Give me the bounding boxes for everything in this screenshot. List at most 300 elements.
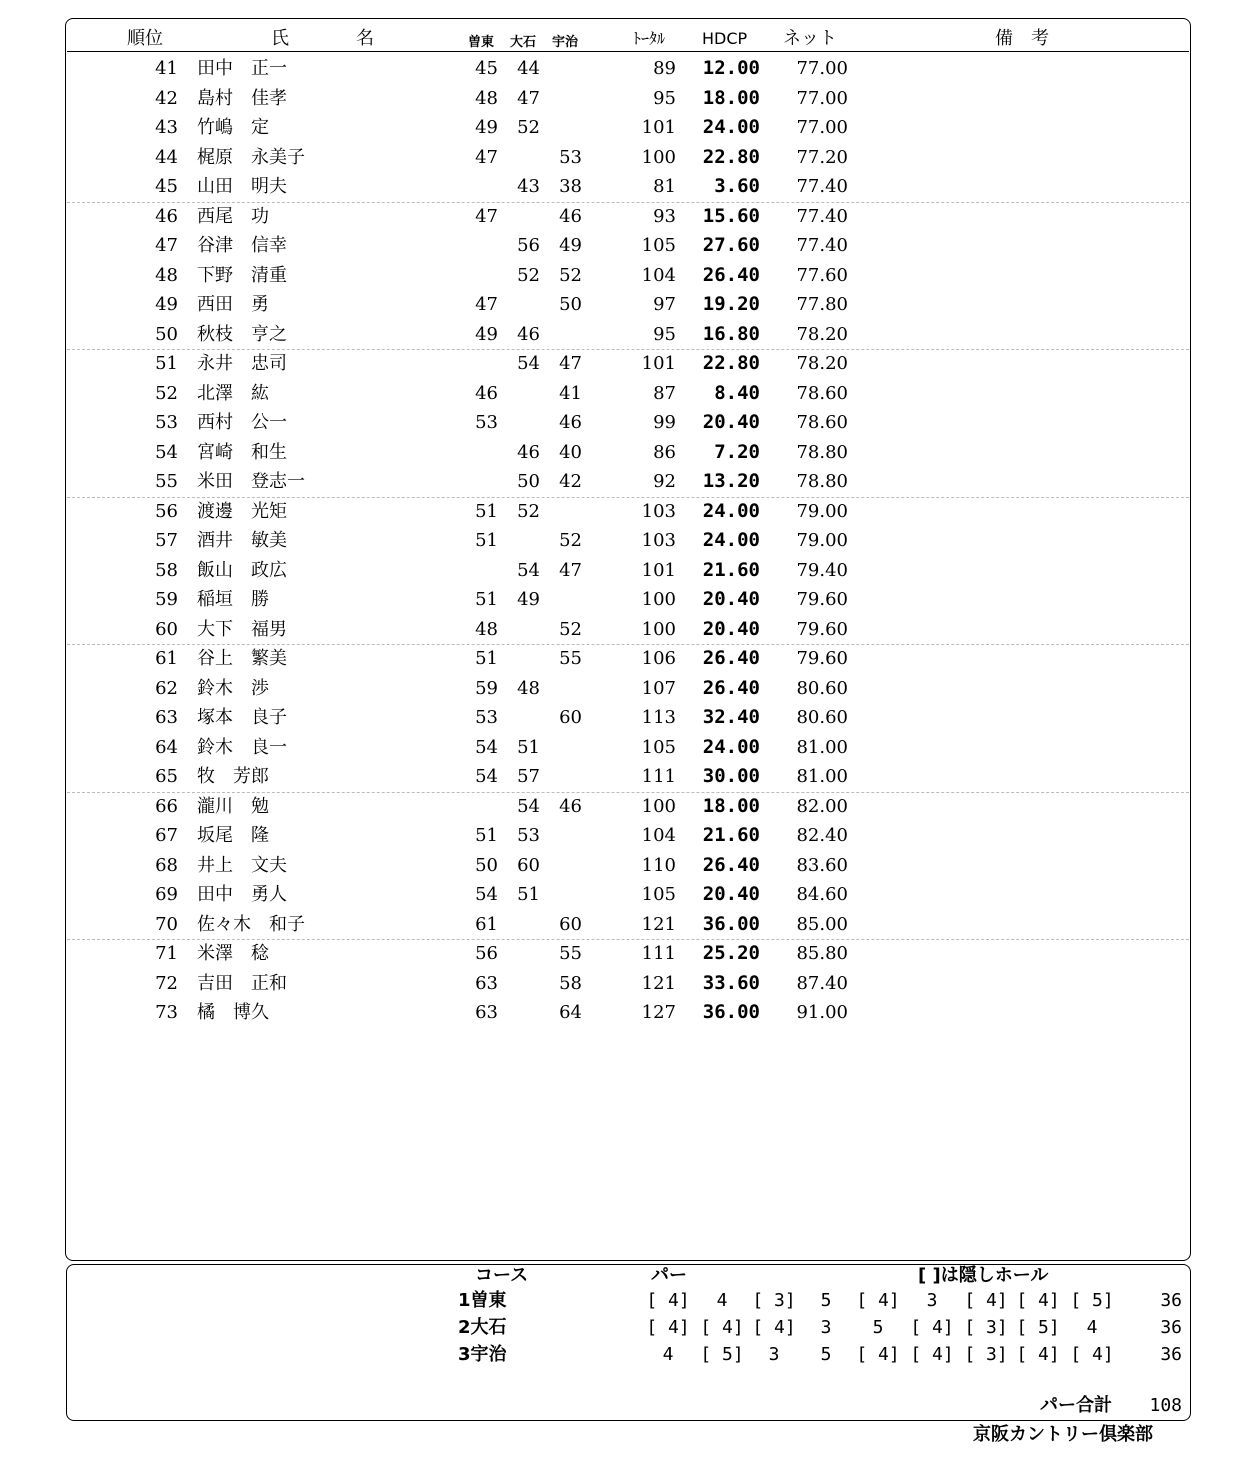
table-row <box>0 969 1241 999</box>
hole-par: [ 4] <box>856 1290 900 1311</box>
table-row <box>0 792 1241 822</box>
club-name: 京阪カントリー倶楽部 <box>973 1424 1153 1445</box>
header-course-3: 宇治 <box>552 35 579 50</box>
total-cell: 95 <box>653 323 676 345</box>
table-row <box>0 438 1241 468</box>
net-cell: 78.60 <box>796 382 848 404</box>
course-1-score: 53 <box>475 412 498 433</box>
net-cell: 79.40 <box>796 559 848 581</box>
header-hdcp: HDCP <box>702 29 748 48</box>
hdcp-cell: 18.00 <box>702 794 760 817</box>
rank-cell: 57 <box>155 530 178 551</box>
net-cell: 79.00 <box>796 500 848 522</box>
table-row <box>0 762 1241 792</box>
course-3-score: 46 <box>559 205 582 227</box>
name-cell: 竹嶋 定 <box>197 117 269 138</box>
rank-cell: 61 <box>155 648 178 669</box>
course-3-score: 60 <box>559 707 582 728</box>
name-cell: 鈴木 良一 <box>197 736 287 758</box>
course-name: 1曽東 <box>458 1290 507 1311</box>
hole-par: [ 3] <box>964 1344 1008 1365</box>
total-cell: 127 <box>641 1002 676 1023</box>
header-rank: 順位 <box>127 28 163 49</box>
par-total-label: パー合計 <box>1040 1395 1112 1416</box>
net-cell: 81.00 <box>796 736 848 758</box>
net-cell: 79.60 <box>796 618 848 640</box>
rank-cell: 55 <box>155 471 178 492</box>
course-2-score: 57 <box>517 766 540 787</box>
course-3-score: 50 <box>559 294 582 315</box>
course-1-score: 61 <box>475 913 498 935</box>
table-row <box>0 349 1241 379</box>
total-cell: 105 <box>641 235 676 256</box>
hdcp-cell: 19.20 <box>702 293 760 315</box>
course-3-score: 55 <box>559 943 582 964</box>
course-1-score: 63 <box>475 1002 498 1023</box>
course-1-score: 46 <box>475 382 498 404</box>
course-2-score: 44 <box>517 58 540 79</box>
header-total: ﾄｰﾀﾙ <box>633 29 666 48</box>
rank-cell: 47 <box>155 235 178 256</box>
course-1-score: 51 <box>475 500 498 522</box>
course-2-score: 50 <box>517 471 540 492</box>
rank-cell: 51 <box>155 353 178 374</box>
course-1-score: 51 <box>475 589 498 610</box>
hole-par: 3 <box>926 1290 938 1311</box>
hole-par: [ 4] <box>910 1317 954 1338</box>
hdcp-cell: 26.40 <box>702 853 760 876</box>
table-row <box>0 703 1241 733</box>
name-cell: 山田 明夫 <box>197 176 287 197</box>
table-row <box>0 54 1241 84</box>
header-course-2: 大石 <box>510 35 537 50</box>
name-cell: 谷上 繁美 <box>197 648 287 669</box>
hole-par: [ 3] <box>964 1317 1008 1338</box>
course-3-score: 42 <box>559 471 582 492</box>
table-row <box>0 113 1241 143</box>
net-cell: 82.40 <box>796 825 848 846</box>
course-3-score: 46 <box>559 412 582 433</box>
course-2-score: 46 <box>517 441 540 463</box>
name-cell: 橘 博久 <box>197 1002 269 1023</box>
course-1-score: 50 <box>475 854 498 876</box>
net-cell: 85.00 <box>796 913 848 935</box>
table-row <box>0 644 1241 674</box>
hdcp-cell: 33.60 <box>702 971 760 994</box>
name-cell: 井上 文夫 <box>197 854 287 876</box>
rank-cell: 42 <box>155 87 178 109</box>
rank-cell: 72 <box>155 972 178 994</box>
rank-cell: 71 <box>155 943 178 964</box>
course-2-score: 54 <box>517 353 540 374</box>
rank-cell: 41 <box>155 58 178 79</box>
total-cell: 86 <box>653 441 676 463</box>
course-1-score: 59 <box>475 677 498 699</box>
net-cell: 77.40 <box>796 205 848 227</box>
net-cell: 78.20 <box>796 353 848 374</box>
net-cell: 77.80 <box>796 294 848 315</box>
name-cell: 酒井 敏美 <box>197 530 287 551</box>
rank-cell: 73 <box>155 1002 178 1023</box>
table-row <box>0 172 1241 202</box>
hdcp-cell: 25.20 <box>702 942 760 964</box>
rank-cell: 54 <box>155 441 178 463</box>
total-cell: 92 <box>653 471 676 492</box>
total-cell: 95 <box>653 87 676 109</box>
course-2-score: 48 <box>517 677 540 699</box>
course-2-score: 43 <box>517 176 540 197</box>
hole-par: 5 <box>820 1344 832 1365</box>
table-row <box>0 585 1241 615</box>
hole-par: [ 5] <box>1016 1317 1060 1338</box>
hdcp-cell: 24.00 <box>702 735 760 758</box>
name-cell: 西田 勇 <box>197 294 269 315</box>
rank-cell: 60 <box>155 618 178 640</box>
name-cell: 瀧川 勉 <box>197 795 269 817</box>
name-cell: 渡邊 光矩 <box>197 500 287 522</box>
course-1-score: 47 <box>475 146 498 168</box>
hole-par: 4 <box>662 1344 674 1365</box>
table-row <box>0 910 1241 940</box>
hdcp-cell: 24.00 <box>702 499 760 522</box>
hdcp-cell: 3.60 <box>714 175 760 197</box>
hdcp-cell: 26.40 <box>702 676 760 699</box>
net-cell: 77.00 <box>796 87 848 109</box>
course-3-score: 52 <box>559 618 582 640</box>
course-2-score: 52 <box>517 264 540 286</box>
table-row <box>0 261 1241 291</box>
hdcp-cell: 8.40 <box>714 381 760 404</box>
table-row <box>0 615 1241 645</box>
net-cell: 81.00 <box>796 766 848 787</box>
hdcp-cell: 18.00 <box>702 86 760 109</box>
course-2-score: 51 <box>517 736 540 758</box>
total-cell: 81 <box>653 176 676 197</box>
rank-cell: 64 <box>155 736 178 758</box>
name-cell: 大下 福男 <box>197 618 287 640</box>
hole-par: [ 4] <box>646 1317 690 1338</box>
course-2-score: 53 <box>517 825 540 846</box>
header-net: ネット <box>783 28 837 49</box>
course-1-score: 54 <box>475 884 498 905</box>
course-3-score: 47 <box>559 353 582 374</box>
hole-par: [ 4] <box>1070 1344 1114 1365</box>
course-1-score: 51 <box>475 648 498 669</box>
total-cell: 105 <box>641 736 676 758</box>
total-cell: 110 <box>641 854 676 876</box>
hole-par: [ 4] <box>646 1290 690 1311</box>
name-cell: 塚本 良子 <box>197 707 287 728</box>
table-row <box>0 851 1241 881</box>
hdcp-cell: 36.00 <box>702 912 760 935</box>
total-cell: 93 <box>653 205 676 227</box>
course-par-total: 36 <box>1160 1290 1182 1311</box>
name-cell: 宮崎 和生 <box>197 441 287 463</box>
table-row <box>0 467 1241 497</box>
net-cell: 91.00 <box>796 1002 848 1023</box>
net-cell: 77.00 <box>796 117 848 138</box>
table-row <box>0 821 1241 851</box>
course-info-panel <box>66 1264 1191 1421</box>
total-cell: 121 <box>641 913 676 935</box>
par-total-value: 108 <box>1149 1395 1182 1416</box>
total-cell: 101 <box>641 117 676 138</box>
hdcp-cell: 20.40 <box>702 411 760 433</box>
name-cell: 下野 清重 <box>197 264 287 286</box>
total-cell: 106 <box>641 648 676 669</box>
course-2-score: 56 <box>517 235 540 256</box>
course-1-score: 47 <box>475 294 498 315</box>
table-row <box>0 880 1241 910</box>
rank-cell: 62 <box>155 677 178 699</box>
course-3-score: 60 <box>559 913 582 935</box>
header-name-1: 氏 <box>271 28 289 49</box>
name-cell: 秋枝 亨之 <box>197 323 287 345</box>
hdcp-cell: 22.80 <box>702 352 760 374</box>
hdcp-cell: 24.00 <box>702 116 760 138</box>
total-cell: 99 <box>653 412 676 433</box>
hole-par: [ 4] <box>964 1290 1008 1311</box>
net-cell: 84.60 <box>796 884 848 905</box>
course-2-score: 60 <box>517 854 540 876</box>
hdcp-cell: 20.40 <box>702 883 760 905</box>
rank-cell: 59 <box>155 589 178 610</box>
hole-par: 5 <box>820 1290 832 1311</box>
name-cell: 吉田 正和 <box>197 972 287 994</box>
hdcp-cell: 32.40 <box>702 706 760 728</box>
course-2-score: 49 <box>517 589 540 610</box>
course-1-score: 49 <box>475 323 498 345</box>
net-cell: 77.00 <box>796 58 848 79</box>
total-cell: 105 <box>641 884 676 905</box>
net-cell: 80.60 <box>796 677 848 699</box>
name-cell: 梶原 永美子 <box>197 146 305 168</box>
table-row <box>0 526 1241 556</box>
total-cell: 107 <box>641 677 676 699</box>
course-name: 2大石 <box>458 1317 507 1338</box>
total-cell: 104 <box>641 825 676 846</box>
hole-par: [ 4] <box>856 1344 900 1365</box>
total-cell: 89 <box>653 58 676 79</box>
table-row <box>0 408 1241 438</box>
table-row <box>0 84 1241 114</box>
name-cell: 飯山 政広 <box>197 559 287 581</box>
course-1-score: 54 <box>475 766 498 787</box>
rank-cell: 50 <box>155 323 178 345</box>
header-divider <box>67 51 1189 52</box>
net-cell: 79.60 <box>796 589 848 610</box>
total-cell: 97 <box>653 294 676 315</box>
par-label: パー <box>651 1265 687 1286</box>
net-cell: 77.20 <box>796 146 848 168</box>
name-cell: 永井 忠司 <box>197 353 287 374</box>
hole-par: [ 4] <box>1016 1344 1060 1365</box>
name-cell: 西村 公一 <box>197 412 287 433</box>
rank-cell: 56 <box>155 500 178 522</box>
table-row <box>0 143 1241 173</box>
course-par-total: 36 <box>1160 1344 1182 1365</box>
rank-cell: 49 <box>155 294 178 315</box>
name-cell: 米澤 稔 <box>197 943 269 964</box>
name-cell: 田中 正一 <box>197 58 287 79</box>
hdcp-cell: 24.00 <box>702 529 760 551</box>
net-cell: 82.00 <box>796 795 848 817</box>
hole-par: [ 4] <box>1016 1290 1060 1311</box>
course-name: 3宇治 <box>458 1344 507 1365</box>
rank-cell: 69 <box>155 884 178 905</box>
rank-cell: 48 <box>155 264 178 286</box>
course-2-score: 47 <box>517 87 540 109</box>
net-cell: 78.80 <box>796 471 848 492</box>
name-cell: 谷津 信幸 <box>197 235 287 256</box>
name-cell: 牧 芳郎 <box>197 766 269 787</box>
hdcp-cell: 36.00 <box>702 1001 760 1023</box>
total-cell: 87 <box>653 382 676 404</box>
course-1-score: 56 <box>475 943 498 964</box>
course-1-score: 47 <box>475 205 498 227</box>
net-cell: 77.40 <box>796 176 848 197</box>
total-cell: 103 <box>641 500 676 522</box>
total-cell: 100 <box>641 618 676 640</box>
rank-cell: 52 <box>155 382 178 404</box>
hdcp-cell: 26.40 <box>702 647 760 669</box>
rank-cell: 58 <box>155 559 178 581</box>
total-cell: 103 <box>641 530 676 551</box>
rank-cell: 70 <box>155 913 178 935</box>
total-cell: 101 <box>641 353 676 374</box>
rank-cell: 68 <box>155 854 178 876</box>
rank-cell: 46 <box>155 205 178 227</box>
name-cell: 西尾 功 <box>197 205 269 227</box>
course-1-score: 45 <box>475 58 498 79</box>
net-cell: 80.60 <box>796 707 848 728</box>
total-cell: 100 <box>641 795 676 817</box>
rank-cell: 44 <box>155 146 178 168</box>
header-remarks: 備 考 <box>995 28 1049 49</box>
net-cell: 83.60 <box>796 854 848 876</box>
course-1-score: 53 <box>475 707 498 728</box>
name-cell: 鈴木 渉 <box>197 677 269 699</box>
hole-par: [ 4] <box>910 1344 954 1365</box>
net-cell: 78.80 <box>796 441 848 463</box>
total-cell: 100 <box>641 589 676 610</box>
course-1-score: 49 <box>475 117 498 138</box>
table-row <box>0 674 1241 704</box>
course-3-score: 58 <box>559 972 582 994</box>
net-cell: 85.80 <box>796 943 848 964</box>
table-row <box>0 202 1241 232</box>
hdcp-cell: 16.80 <box>702 322 760 345</box>
hdcp-cell: 26.40 <box>702 263 760 286</box>
hole-par: [ 5] <box>700 1344 744 1365</box>
rank-cell: 67 <box>155 825 178 846</box>
net-cell: 77.40 <box>796 235 848 256</box>
name-cell: 米田 登志一 <box>197 471 305 492</box>
total-cell: 100 <box>641 146 676 168</box>
rank-cell: 43 <box>155 117 178 138</box>
total-cell: 104 <box>641 264 676 286</box>
course-1-score: 51 <box>475 825 498 846</box>
course-1-score: 54 <box>475 736 498 758</box>
table-row <box>0 379 1241 409</box>
course-3-score: 49 <box>559 235 582 256</box>
hdcp-cell: 12.00 <box>702 57 760 79</box>
course-1-score: 63 <box>475 972 498 994</box>
rank-cell: 63 <box>155 707 178 728</box>
hole-par: 4 <box>716 1290 728 1311</box>
hole-par: [ 4] <box>700 1317 744 1338</box>
net-cell: 78.20 <box>796 323 848 345</box>
hole-par: 4 <box>1086 1317 1098 1338</box>
rank-cell: 53 <box>155 412 178 433</box>
name-cell: 稲垣 勝 <box>197 589 269 610</box>
table-row <box>0 939 1241 969</box>
course-3-score: 47 <box>559 559 582 581</box>
hdcp-cell: 30.00 <box>702 765 760 787</box>
course-3-score: 64 <box>559 1002 582 1023</box>
course-1-score: 51 <box>475 530 498 551</box>
hole-par: 3 <box>820 1317 832 1338</box>
hdcp-cell: 22.80 <box>702 145 760 168</box>
table-row <box>0 320 1241 350</box>
total-cell: 101 <box>641 559 676 581</box>
table-row <box>0 290 1241 320</box>
hdcp-cell: 21.60 <box>702 558 760 581</box>
hdcp-cell: 20.40 <box>702 617 760 640</box>
course-1-score: 48 <box>475 87 498 109</box>
total-cell: 113 <box>641 707 676 728</box>
name-cell: 田中 勇人 <box>197 884 287 905</box>
hole-par: [ 3] <box>752 1290 796 1311</box>
name-cell: 坂尾 隆 <box>197 825 269 846</box>
net-cell: 79.60 <box>796 648 848 669</box>
net-cell: 79.00 <box>796 530 848 551</box>
name-cell: 佐々木 和子 <box>197 913 305 935</box>
course-par-total: 36 <box>1160 1317 1182 1338</box>
net-cell: 78.60 <box>796 412 848 433</box>
table-row <box>0 497 1241 527</box>
table-row <box>0 556 1241 586</box>
course-3-score: 53 <box>559 146 582 168</box>
name-cell: 北澤 紘 <box>197 382 269 404</box>
total-cell: 111 <box>641 943 676 964</box>
table-row <box>0 998 1241 1028</box>
course-3-score: 38 <box>559 176 582 197</box>
course-2-score: 52 <box>517 500 540 522</box>
hdcp-cell: 21.60 <box>702 824 760 846</box>
course-label: コース <box>475 1265 529 1286</box>
course-3-score: 55 <box>559 648 582 669</box>
hdcp-cell: 13.20 <box>702 470 760 492</box>
hdcp-cell: 7.20 <box>714 440 760 463</box>
table-row <box>0 231 1241 261</box>
name-cell: 島村 佳孝 <box>197 87 287 109</box>
course-1-score: 48 <box>475 618 498 640</box>
hole-par: [ 4] <box>752 1317 796 1338</box>
course-2-score: 54 <box>517 559 540 581</box>
header-course-1: 曽東 <box>468 35 495 50</box>
course-3-score: 41 <box>559 382 582 404</box>
rank-cell: 65 <box>155 766 178 787</box>
course-2-score: 54 <box>517 795 540 817</box>
course-2-score: 52 <box>517 117 540 138</box>
hdcp-cell: 20.40 <box>702 588 760 610</box>
total-cell: 121 <box>641 972 676 994</box>
course-3-score: 52 <box>559 264 582 286</box>
table-row <box>0 733 1241 763</box>
course-3-score: 52 <box>559 530 582 551</box>
course-2-score: 46 <box>517 323 540 345</box>
